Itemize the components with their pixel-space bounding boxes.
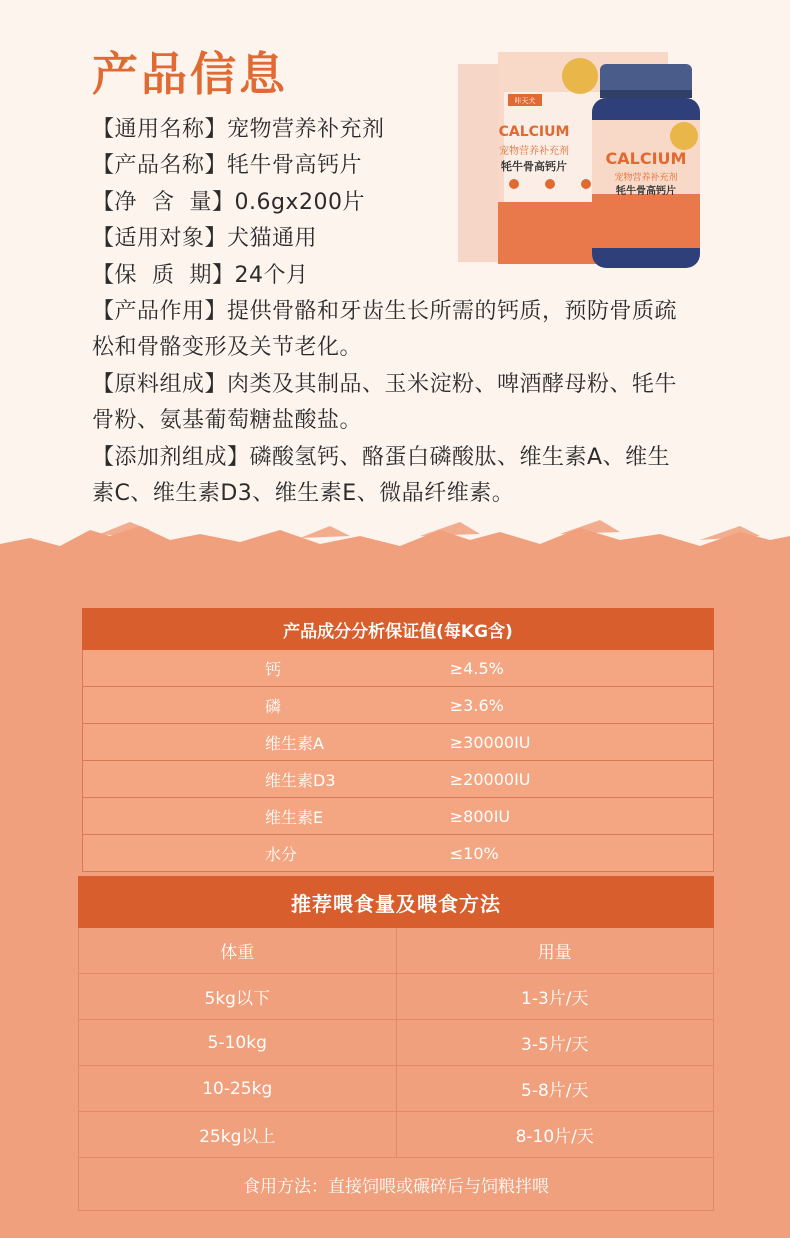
- product-bottle-image: [592, 64, 700, 268]
- bottle-line2: 牦牛骨高钙片: [616, 186, 676, 197]
- info-label: 【保 质 期】: [92, 262, 235, 288]
- analysis-row: [82, 650, 714, 687]
- weight-cell: 5kg以下: [79, 974, 397, 1019]
- info-label: 【添加剂组成】: [92, 444, 250, 470]
- analysis-value: ≥20000IU: [449, 769, 531, 789]
- analysis-name: 维生素E: [265, 807, 324, 827]
- feeding-table: [78, 876, 714, 1211]
- box-brand: 咔天犬: [514, 97, 536, 105]
- analysis-value: ≥4.5%: [449, 658, 504, 678]
- weight-header: 体重: [79, 928, 397, 973]
- weight-cell: 5-10kg: [79, 1020, 397, 1065]
- info-label: 【原料组成】: [92, 371, 228, 397]
- analysis-name: 维生素D3: [265, 770, 336, 790]
- feeding-title: 推荐喂食量及喂食方法: [78, 876, 714, 928]
- weight-cell: 10-25kg: [79, 1066, 397, 1111]
- analysis-name: 水分: [265, 844, 298, 864]
- feeding-grid: [78, 928, 714, 1158]
- analysis-value: ≤10%: [449, 843, 499, 863]
- dosage-cell: 3-5片/天: [521, 1035, 589, 1055]
- info-value: 提供骨骼和牙齿生长所需的钙质，预防骨质疏松和骨骼变形及关节老化。: [92, 299, 678, 361]
- analysis-name: 钙: [265, 659, 282, 679]
- info-row-ingredients: [92, 367, 692, 440]
- analysis-value: ≥30000IU: [449, 732, 531, 752]
- info-value: 宠物营养补充剂: [227, 117, 385, 142]
- analysis-row: [82, 724, 714, 761]
- box-line2: 牦牛骨高钙片: [501, 160, 567, 173]
- analysis-name: 磷: [265, 696, 282, 716]
- box-line1: 宠物营养补充剂: [499, 146, 569, 157]
- info-label: 【产品名称】: [92, 153, 228, 179]
- dosage-header: 用量: [537, 943, 572, 963]
- info-label: 【适用对象】: [92, 226, 228, 252]
- info-row-function: [92, 294, 692, 367]
- info-value: 24个月: [234, 262, 309, 288]
- analysis-row: [82, 835, 714, 872]
- feeding-method: 食用方法：直接饲喂或碾碎后与饲粮拌喂: [78, 1158, 714, 1211]
- feeding-row: [79, 1020, 713, 1066]
- analysis-value: ≥800IU: [449, 806, 511, 826]
- feeding-header-row: [79, 928, 713, 974]
- dosage-cell: 8-10片/天: [515, 1127, 594, 1147]
- bottle-line1: 宠物营养补充剂: [614, 173, 678, 183]
- feeding-row: [79, 1066, 713, 1112]
- analysis-table: [82, 608, 714, 872]
- info-label: 【通用名称】: [92, 117, 228, 142]
- info-label: 【净 含 量】: [92, 189, 235, 215]
- analysis-row: [82, 761, 714, 798]
- info-value: 0.6gx200片: [234, 189, 365, 215]
- feeding-row: [79, 1112, 713, 1157]
- analysis-title: 产品成分分析保证值(每KG含): [82, 608, 714, 650]
- info-value: 肉类及其制品、玉米淀粉、啤酒酵母粉、牦牛骨粉、氨基葡萄糖盐酸盐。: [92, 371, 678, 434]
- info-row-additives: [92, 440, 692, 513]
- dosage-cell: 1-3片/天: [521, 989, 589, 1009]
- analysis-row: [82, 798, 714, 835]
- analysis-row: [82, 687, 714, 724]
- info-label: 【产品作用】: [92, 299, 228, 325]
- analysis-value: ≥3.6%: [449, 695, 504, 715]
- info-value: 牦牛骨高钙片: [227, 153, 363, 179]
- dosage-cell: 5-8片/天: [521, 1081, 589, 1101]
- info-value: 磷酸氢钙、酪蛋白磷酸肽、维生素A、维生素C、维生素D3、维生素E、微晶纤维素。: [92, 444, 671, 507]
- page-title: 产品信息: [92, 47, 288, 101]
- feeding-row: [79, 974, 713, 1020]
- info-value: 犬猫通用: [227, 226, 318, 252]
- bottle-calcium: CALCIUM: [605, 149, 687, 168]
- box-calcium: CALCIUM: [498, 124, 570, 140]
- weight-cell: 25kg以上: [79, 1112, 397, 1157]
- analysis-name: 维生素A: [265, 733, 324, 753]
